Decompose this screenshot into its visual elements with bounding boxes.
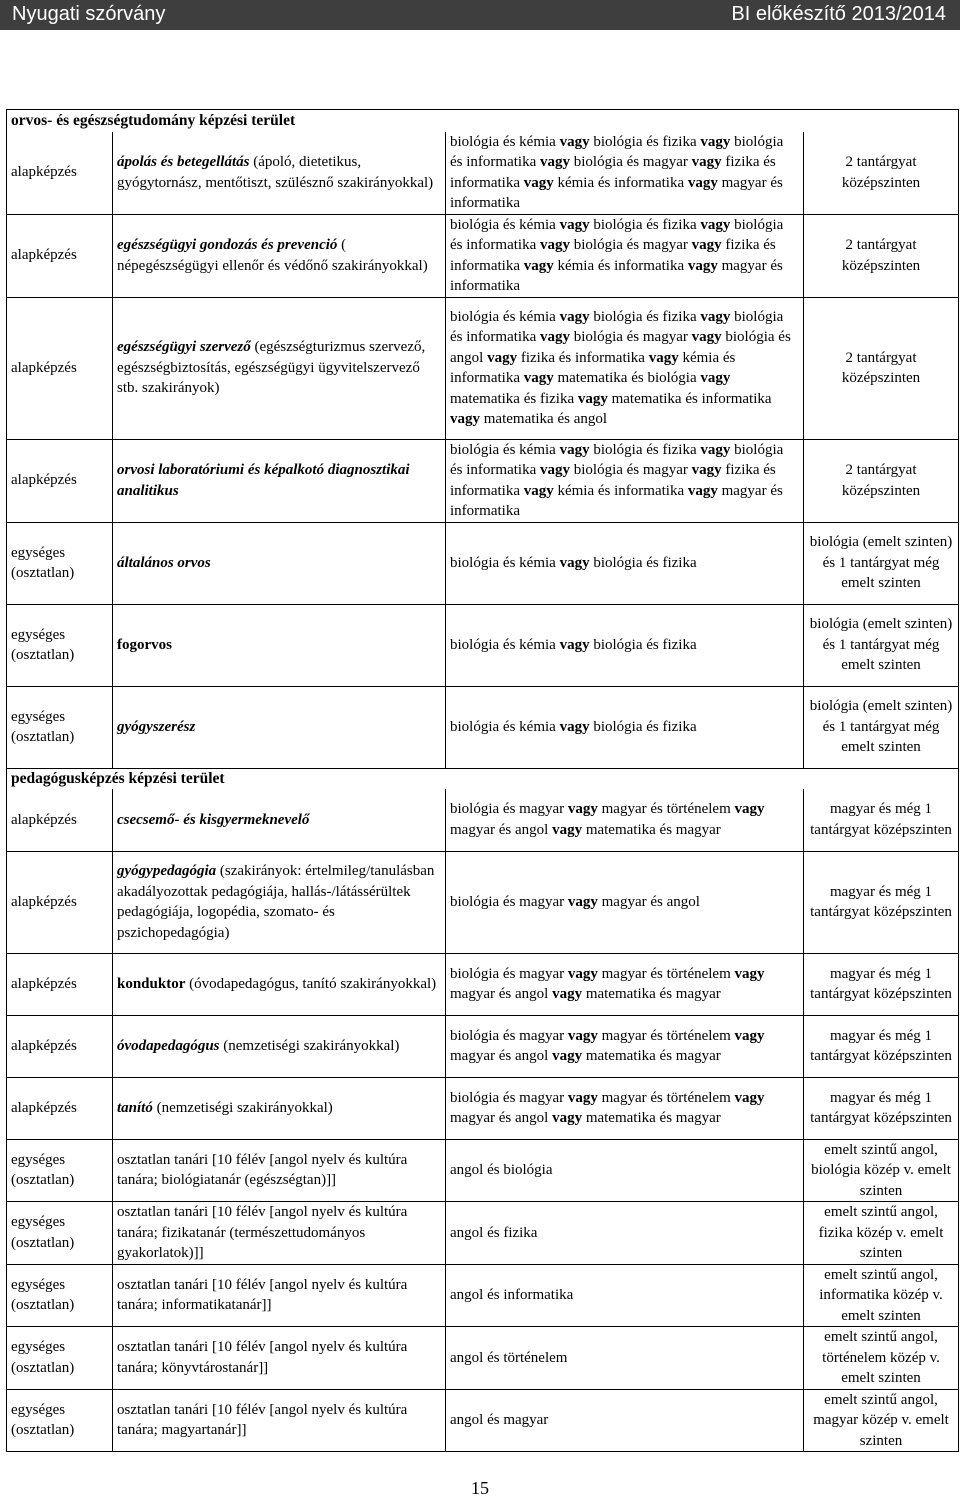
connector-word: vagy — [691, 462, 722, 478]
connector-word: vagy — [687, 482, 718, 499]
program-name — [113, 214, 446, 297]
table-row — [7, 1327, 959, 1390]
section-title: orvos- és egészségtudomány képzési terület — [7, 110, 959, 132]
subject-text: fizika és informatika — [517, 349, 649, 366]
subject-text: biológia és magyar — [569, 462, 692, 478]
connector-word: vagy — [559, 441, 590, 458]
program-text: osztatlan tanári [10 félév [angol nyelv és kultúra tanára; informatikatanár]] — [117, 1276, 408, 1314]
subject-text: kémia és informatika — [450, 349, 736, 386]
subject-text: fizika és informatika — [450, 462, 776, 499]
subject-text: biológia és kémia — [450, 133, 560, 150]
table-row — [7, 851, 959, 953]
connector-word: vagy — [700, 216, 731, 233]
program-text: osztatlan tanári [10 félév [angol nyelv és kultúra tanára; fizikatanár (természettudományos gyakorlatok)]] — [117, 1204, 408, 1261]
subject-text: matematika és fizika — [450, 390, 578, 407]
subject-text: biológia és magyar — [569, 329, 692, 345]
table-row — [7, 214, 959, 297]
required-subjects — [446, 1202, 804, 1265]
header-right-title: BI előkészítő 2013/2014 — [731, 3, 946, 25]
exam-level: magyar és még 1 tantárgyat középszinten — [804, 851, 959, 953]
training-type: alapképzés — [7, 132, 113, 215]
connector-word: vagy — [567, 801, 598, 818]
training-type: egységes (osztatlan) — [7, 1389, 113, 1452]
connector-word: vagy — [559, 718, 590, 735]
required-subjects — [446, 214, 804, 297]
subject-text: kémia és informatika — [553, 257, 688, 274]
subject-text: kémia és informatika — [553, 174, 688, 191]
exam-level: 2 tantárgyat középszinten — [804, 214, 959, 297]
program-text: egészségügyi szervező — [117, 339, 251, 356]
subject-text: matematika és angol — [480, 411, 608, 427]
connector-word: vagy — [559, 636, 590, 653]
connector-word: vagy — [734, 1089, 765, 1106]
connector-word: vagy — [523, 370, 554, 386]
required-subjects — [446, 1327, 804, 1390]
subject-text: magyar és történelem — [597, 801, 735, 818]
program-text: osztatlan tanári [10 félév [angol nyelv és kultúra tanára; magyartanár]] — [117, 1401, 408, 1439]
subject-text: biológia és angol — [450, 329, 791, 366]
subject-text: biológia és fizika — [589, 554, 697, 571]
page-number: 15 — [471, 1478, 489, 1498]
subject-text: biológia és fizika — [589, 133, 701, 150]
connector-word: vagy — [523, 174, 554, 191]
section-header-row — [7, 768, 959, 789]
subject-text: magyar és angol — [450, 821, 553, 838]
table-body — [7, 110, 959, 1452]
subject-text: biológia és fizika — [589, 441, 701, 458]
exam-level: magyar és még 1 tantárgyat középszinten — [804, 789, 959, 851]
program-text: konduktor — [117, 975, 186, 992]
subject-text: biológia és magyar — [569, 237, 692, 253]
subject-text: magyar és angol — [450, 1048, 553, 1064]
program-text: fogorvos — [117, 636, 172, 653]
program-name — [113, 1139, 446, 1202]
connector-word: vagy — [552, 821, 583, 838]
program-name — [113, 1264, 446, 1327]
program-text: ápolás és betegellátás — [117, 154, 250, 170]
table-row — [7, 604, 959, 686]
connector-word: vagy — [552, 986, 583, 1002]
exam-level: biológia (emelt szinten) és 1 tantárgyat még emelt szinten — [804, 522, 959, 604]
exam-level: magyar és még 1 tantárgyat középszinten — [804, 953, 959, 1015]
subject-text: biológia és kémia — [450, 308, 560, 325]
section-title: pedagógusképzés képzési terület — [7, 768, 959, 789]
required-subjects — [446, 789, 804, 851]
table-row — [7, 297, 959, 439]
connector-word: vagy — [691, 329, 722, 345]
subject-text: biológia és magyar — [450, 965, 568, 982]
program-name — [113, 1389, 446, 1452]
connector-word: vagy — [567, 1027, 598, 1044]
connector-word: vagy — [734, 801, 765, 818]
training-type: egységes (osztatlan) — [7, 1264, 113, 1327]
subject-text: biológia és magyar — [450, 893, 568, 910]
required-subjects — [446, 132, 804, 215]
connector-word: vagy — [523, 482, 554, 499]
connector-word: vagy — [539, 237, 570, 253]
table-row — [7, 1264, 959, 1327]
exam-level: emelt szintű angol, informatika közép v. emelt szinten — [804, 1264, 959, 1327]
program-text: egészségügyi gondozás és prevenció — [117, 237, 338, 253]
subject-text: magyar és angol — [450, 1110, 553, 1126]
subject-text: angol és informatika — [450, 1287, 574, 1303]
training-type: egységes (osztatlan) — [7, 604, 113, 686]
table-row — [7, 1139, 959, 1202]
connector-word: vagy — [450, 411, 480, 427]
program-name — [113, 132, 446, 215]
connector-word: vagy — [567, 965, 598, 982]
subject-text: biológia és magyar — [450, 1089, 568, 1106]
program-name — [113, 604, 446, 686]
table-row — [7, 953, 959, 1015]
table-row — [7, 1077, 959, 1139]
connector-word: vagy — [559, 308, 590, 325]
program-text: osztatlan tanári [10 félév [angol nyelv és kultúra tanára; könyvtárostanár]] — [117, 1339, 408, 1376]
training-type: egységes (osztatlan) — [7, 1202, 113, 1265]
exam-level: emelt szintű angol, magyar közép v. emelt szinten — [804, 1389, 959, 1452]
program-text: (óvodapedagógus, tanító szakirányokkal) — [185, 975, 437, 992]
subject-text: biológia és magyar — [569, 154, 692, 170]
required-subjects — [446, 439, 804, 522]
exam-level: biológia (emelt szinten) és 1 tantárgyat még emelt szinten — [804, 686, 959, 768]
required-subjects — [446, 522, 804, 604]
program-text: (egészségturizmus szervező, egészségbiztosítás, egészségügyi ügyvitelszervező stb. szakirányok) — [117, 339, 426, 397]
program-name — [113, 789, 446, 851]
subject-text: matematika és biológia — [553, 370, 701, 386]
connector-word: vagy — [734, 1027, 765, 1044]
subject-text: matematika és magyar — [582, 821, 721, 838]
subject-text: magyar és történelem — [597, 1027, 735, 1044]
program-text: (ápoló, dietetikus, gyógytornász, mentőtiszt, szülésznő szakirányokkal) — [117, 154, 434, 191]
exam-level: magyar és még 1 tantárgyat középszinten — [804, 1077, 959, 1139]
exam-level: emelt szintű angol, fizika közép v. emelt szinten — [804, 1202, 959, 1265]
subject-text: biológia és informatika — [450, 216, 784, 253]
connector-word: vagy — [648, 349, 679, 366]
subject-text: biológia és informatika — [450, 308, 784, 345]
subject-text: magyar és történelem — [597, 1089, 735, 1106]
required-subjects — [446, 686, 804, 768]
exam-level: 2 tantárgyat középszinten — [804, 132, 959, 215]
subject-text: biológia és kémia — [450, 718, 560, 735]
connector-word: vagy — [567, 893, 598, 910]
training-type: alapképzés — [7, 297, 113, 439]
training-type: alapképzés — [7, 1015, 113, 1077]
subject-text: magyar és angol — [597, 893, 700, 910]
program-text: általános orvos — [117, 554, 211, 571]
program-name — [113, 953, 446, 1015]
subject-text: magyar és informatika — [450, 174, 783, 211]
subject-text: biológia és fizika — [589, 636, 697, 653]
subject-text: magyar és informatika — [450, 482, 783, 519]
program-text: csecsemő- és kisgyermeknevelő — [117, 811, 310, 828]
connector-word: vagy — [691, 154, 722, 170]
subject-text: magyar és történelem — [597, 965, 735, 982]
subject-text: fizika és informatika — [450, 237, 776, 274]
page-header — [0, 0, 960, 30]
table-row — [7, 789, 959, 851]
required-subjects — [446, 604, 804, 686]
connector-word: vagy — [700, 133, 731, 150]
subject-text: angol és fizika — [450, 1224, 538, 1241]
exam-level: biológia (emelt szinten) és 1 tantárgyat még emelt szinten — [804, 604, 959, 686]
program-text: (nemzetiségi szakirányokkal) — [152, 1099, 333, 1116]
training-type: alapképzés — [7, 851, 113, 953]
connector-word: vagy — [552, 1110, 583, 1126]
subject-text: kémia és informatika — [553, 482, 688, 499]
training-type: alapképzés — [7, 214, 113, 297]
connector-word: vagy — [567, 1089, 598, 1106]
program-text: ( népegészségügyi ellenőr és védőnő szakirányokkal) — [117, 237, 428, 274]
exam-level: emelt szintű angol, biológia közép v. emelt szinten — [804, 1139, 959, 1202]
program-text: (nemzetiségi szakirányokkal) — [219, 1037, 400, 1054]
table-row — [7, 1202, 959, 1265]
table-row — [7, 686, 959, 768]
program-text: tanító — [117, 1099, 153, 1116]
program-name — [113, 1077, 446, 1139]
connector-word: vagy — [487, 349, 518, 366]
subject-text: biológia és magyar — [450, 1027, 568, 1044]
subject-text: biológia és fizika — [589, 308, 701, 325]
required-subjects — [446, 953, 804, 1015]
exam-level: magyar és még 1 tantárgyat középszinten — [804, 1015, 959, 1077]
subject-text: magyar és informatika — [450, 257, 783, 294]
connector-word: vagy — [700, 308, 731, 325]
required-subjects — [446, 1389, 804, 1452]
exam-level: 2 tantárgyat középszinten — [804, 439, 959, 522]
required-subjects — [446, 1015, 804, 1077]
program-name — [113, 851, 446, 953]
program-name — [113, 1327, 446, 1390]
subject-text: biológia és kémia — [450, 441, 560, 458]
subject-text: angol és történelem — [450, 1349, 568, 1366]
required-subjects — [446, 851, 804, 953]
program-text: osztatlan tanári [10 félév [angol nyelv és kultúra tanára; biológiatanár (egészségtan)]] — [117, 1151, 408, 1189]
training-type: alapképzés — [7, 439, 113, 522]
subject-text: angol és biológia — [450, 1162, 553, 1178]
required-subjects — [446, 1264, 804, 1327]
connector-word: vagy — [539, 154, 570, 170]
program-name — [113, 297, 446, 439]
program-name — [113, 1015, 446, 1077]
table-row — [7, 439, 959, 522]
connector-word: vagy — [559, 554, 590, 571]
subject-text: biológia és fizika — [589, 216, 701, 233]
subject-text: magyar és angol — [450, 986, 553, 1002]
training-type: alapképzés — [7, 789, 113, 851]
training-type: egységes (osztatlan) — [7, 522, 113, 604]
table-row — [7, 1015, 959, 1077]
program-name — [113, 686, 446, 768]
table-row — [7, 132, 959, 215]
program-text: gyógyszerész — [117, 718, 196, 735]
subject-text: matematika és informatika — [607, 390, 772, 407]
subject-text: matematika és magyar — [582, 986, 721, 1002]
subject-text: biológia és magyar — [450, 801, 568, 818]
connector-word: vagy — [559, 216, 590, 233]
program-name — [113, 439, 446, 522]
required-subjects — [446, 1139, 804, 1202]
connector-word: vagy — [552, 1048, 583, 1064]
training-type: alapképzés — [7, 1077, 113, 1139]
connector-word: vagy — [691, 237, 722, 253]
training-type: egységes (osztatlan) — [7, 1139, 113, 1202]
connector-word: vagy — [700, 370, 731, 386]
subject-text: biológia és fizika — [589, 718, 697, 735]
training-type: alapképzés — [7, 953, 113, 1015]
required-subjects — [446, 1077, 804, 1139]
subject-text: biológia és kémia — [450, 216, 560, 233]
subject-text: biológia és informatika — [450, 441, 784, 478]
section-header-row — [7, 110, 959, 132]
table-row — [7, 522, 959, 604]
program-text: gyógypedagógia — [117, 863, 217, 879]
program-text: (szakirányok: értelmileg/tanulásban akadályozottak pedagógiája, hallás-/látássérültek pedagógiája, logopédia, szomato- és pszichopedagógia) — [117, 863, 435, 941]
table-row — [7, 1389, 959, 1452]
connector-word: vagy — [577, 390, 608, 407]
subject-text: biológia és kémia — [450, 554, 560, 571]
program-text: orvosi laboratóriumi és képalkotó diagnosztikai analitikus — [117, 462, 410, 499]
subject-text: biológia és informatika — [450, 133, 784, 170]
subject-text: angol és magyar — [450, 1412, 549, 1428]
subject-text: matematika és magyar — [582, 1048, 721, 1064]
exam-level: 2 tantárgyat középszinten — [804, 297, 959, 439]
connector-word: vagy — [700, 441, 731, 458]
subject-text: biológia és kémia — [450, 636, 560, 653]
connector-word: vagy — [523, 257, 554, 274]
header-left-title: Nyugati szórvány — [12, 3, 166, 25]
program-name — [113, 1202, 446, 1265]
program-text: óvodapedagógus — [117, 1037, 220, 1054]
program-name — [113, 522, 446, 604]
training-type: egységes (osztatlan) — [7, 1327, 113, 1390]
admission-table — [6, 109, 959, 1452]
required-subjects — [446, 297, 804, 439]
connector-word: vagy — [687, 257, 718, 274]
subject-text: fizika és informatika — [450, 154, 776, 191]
connector-word: vagy — [559, 133, 590, 150]
subject-text: matematika és magyar — [582, 1110, 721, 1126]
connector-word: vagy — [539, 329, 570, 345]
connector-word: vagy — [734, 965, 765, 982]
training-type: egységes (osztatlan) — [7, 686, 113, 768]
connector-word: vagy — [687, 174, 718, 191]
exam-level: emelt szintű angol, történelem közép v. emelt szinten — [804, 1327, 959, 1390]
connector-word: vagy — [539, 462, 570, 478]
